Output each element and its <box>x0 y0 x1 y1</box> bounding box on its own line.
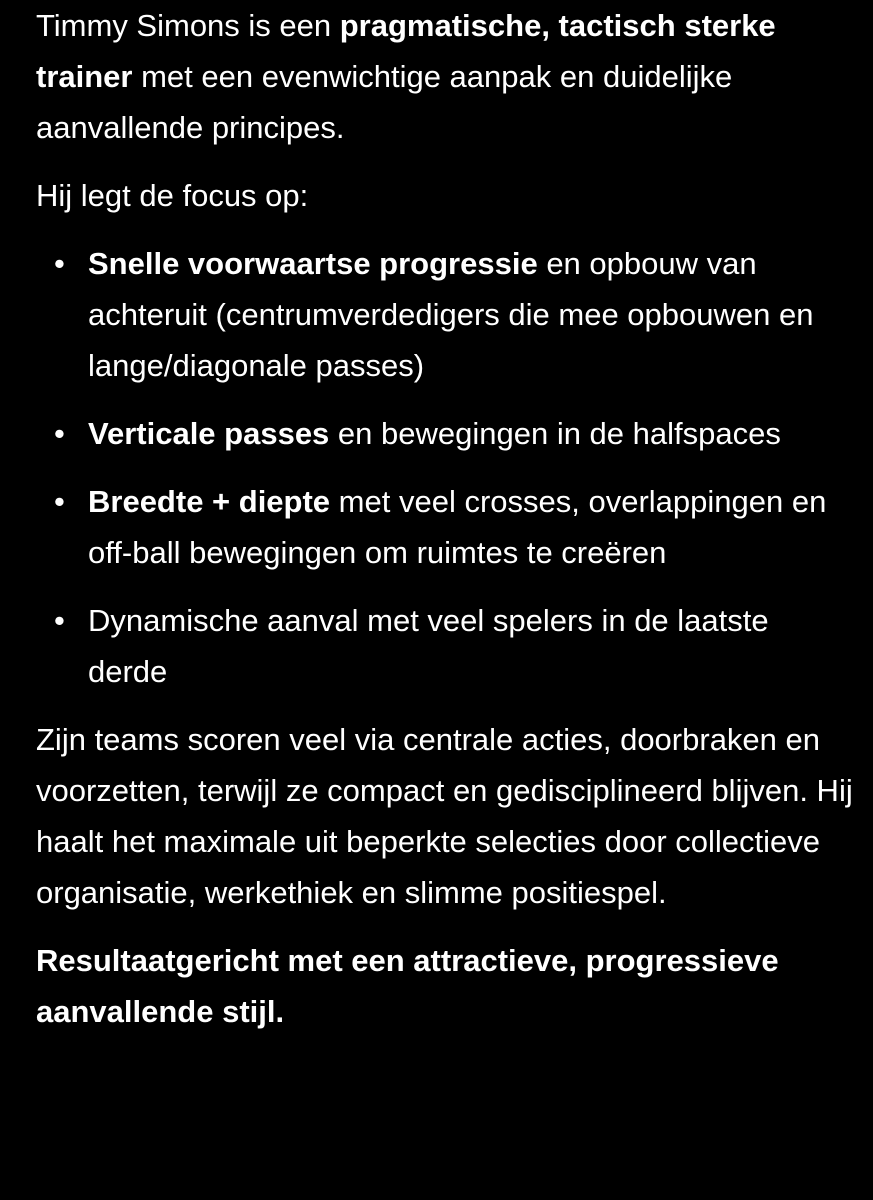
list-item-bold: Snelle voorwaartse progressie <box>88 246 538 281</box>
bullet-icon: • <box>54 603 65 638</box>
list-item-bold: Breedte + diepte <box>88 484 331 519</box>
list-item <box>36 476 856 578</box>
intro-text-start: Timmy Simons is een <box>36 8 340 43</box>
intro-text-end: met een evenwichtige aanpak en duidelijke aanvallende principes. <box>36 59 733 145</box>
conclusion-paragraph: Resultaatgericht met een attractieve, progressieve aanvallende stijl. <box>36 943 779 1029</box>
list-item <box>36 238 856 391</box>
list-item-text: met veel crosses, overlappingen en off-ball bewegingen om ruimtes te creëren <box>88 484 827 570</box>
list-item <box>36 595 856 697</box>
chat-message-content <box>36 0 856 1037</box>
intro-bold-phrase: pragmatische, tactisch sterke trainer <box>36 8 776 94</box>
bullet-icon: • <box>54 416 65 451</box>
list-item-text: en bewegingen in de halfspaces <box>329 416 781 451</box>
focus-list <box>36 238 856 697</box>
list-item <box>36 408 856 459</box>
list-item-text: en opbouw van achteruit (centrumverdedigers die mee opbouwen en lange/diagonale passes) <box>88 246 814 383</box>
focus-heading: Hij legt de focus op: <box>36 178 309 213</box>
intro-paragraph <box>36 0 856 153</box>
bullet-icon: • <box>54 246 65 281</box>
list-item-bold: Verticale passes <box>88 416 330 451</box>
bullet-icon: • <box>54 484 65 519</box>
list-item-text: Dynamische aanval met veel spelers in de laatste derde <box>88 603 769 689</box>
teams-paragraph: Zijn teams scoren veel via centrale acties, doorbraken en voorzetten, terwijl ze compact en gedisciplineerd blijven. Hij haalt het maximale uit beperkte selecties door collectieve organisatie, werkethiek en slimme positiespel. <box>36 722 853 910</box>
